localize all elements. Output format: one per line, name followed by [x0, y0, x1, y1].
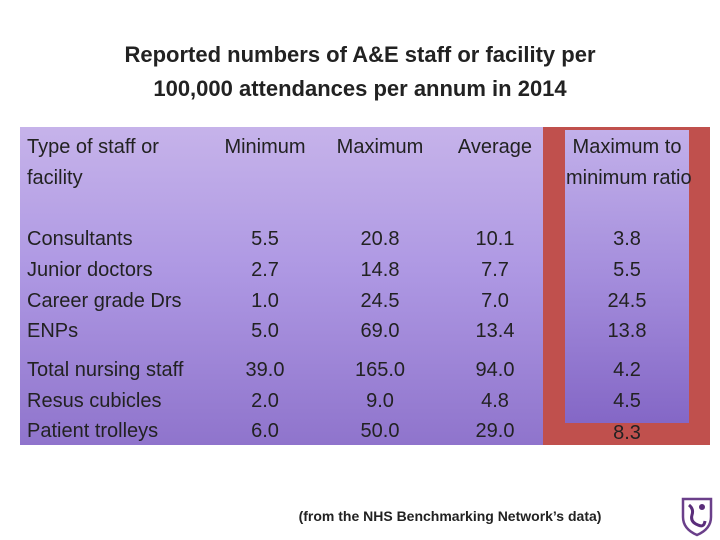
row-3-avg: 7.0	[481, 290, 509, 312]
row-6-max: 9.0	[366, 390, 394, 412]
row-6-type: Resus cubicles	[27, 390, 162, 412]
header-type-line-2: facility	[27, 167, 83, 189]
row-3-ratio: 24.5	[607, 290, 647, 312]
row-1-type: Consultants	[27, 228, 133, 250]
row-7-max: 50.0	[360, 420, 400, 442]
row-2-ratio: 5.5	[613, 259, 641, 281]
row-5-ratio: 4.2	[613, 359, 641, 381]
row-1-max: 20.8	[360, 228, 400, 250]
row-4-max: 69.0	[360, 320, 400, 342]
row-2-avg: 7.7	[481, 259, 509, 281]
row-4-min: 5.0	[251, 320, 279, 342]
header-average: Average	[457, 136, 533, 158]
title-line-1: Reported numbers of A&E staff or facility per	[124, 42, 596, 67]
row-5-type: Total nursing staff	[27, 359, 184, 381]
row-1-min: 5.5	[251, 228, 279, 250]
row-3-type: Career grade Drs	[27, 290, 182, 312]
row-4-avg: 13.4	[475, 320, 515, 342]
row-1-ratio: 3.8	[613, 228, 641, 250]
header-ratio-line-2: minimum ratio	[566, 167, 692, 189]
row-7-avg: 29.0	[475, 420, 515, 442]
row-6-min: 2.0	[251, 390, 279, 412]
row-5-avg: 94.0	[475, 359, 515, 381]
row-2-max: 14.8	[360, 259, 400, 281]
row-1-avg: 10.1	[475, 228, 515, 250]
row-2-min: 2.7	[251, 259, 279, 281]
shield-crest-icon	[680, 495, 714, 537]
row-4-ratio: 13.8	[607, 320, 647, 342]
title-line-2: 100,000 attendances per annum in 2014	[153, 76, 567, 101]
header-maximum: Maximum	[336, 136, 424, 158]
header-ratio-line-1: Maximum to	[572, 136, 682, 158]
row-7-min: 6.0	[251, 420, 279, 442]
header-minimum: Minimum	[224, 136, 306, 158]
row-3-max: 24.5	[360, 290, 400, 312]
row-4-type: ENPs	[27, 320, 79, 342]
header-type-line-1: Type of staff or	[27, 136, 159, 158]
header-type	[27, 132, 159, 194]
row-7-type: Patient trolleys	[27, 420, 159, 442]
row-5-min: 39.0	[245, 359, 285, 381]
row-3-min: 1.0	[251, 290, 279, 312]
row-6-ratio: 4.5	[613, 390, 641, 412]
row-7-ratio	[566, 418, 688, 431]
source-note: (from the NHS Benchmarking Network’s data)	[298, 508, 602, 524]
header-ratio	[566, 136, 692, 208]
row-2-type: Junior doctors	[27, 259, 153, 281]
row-6-avg: 4.8	[481, 390, 509, 412]
slide-title	[40, 38, 680, 106]
row-5-max: 165.0	[354, 359, 406, 381]
